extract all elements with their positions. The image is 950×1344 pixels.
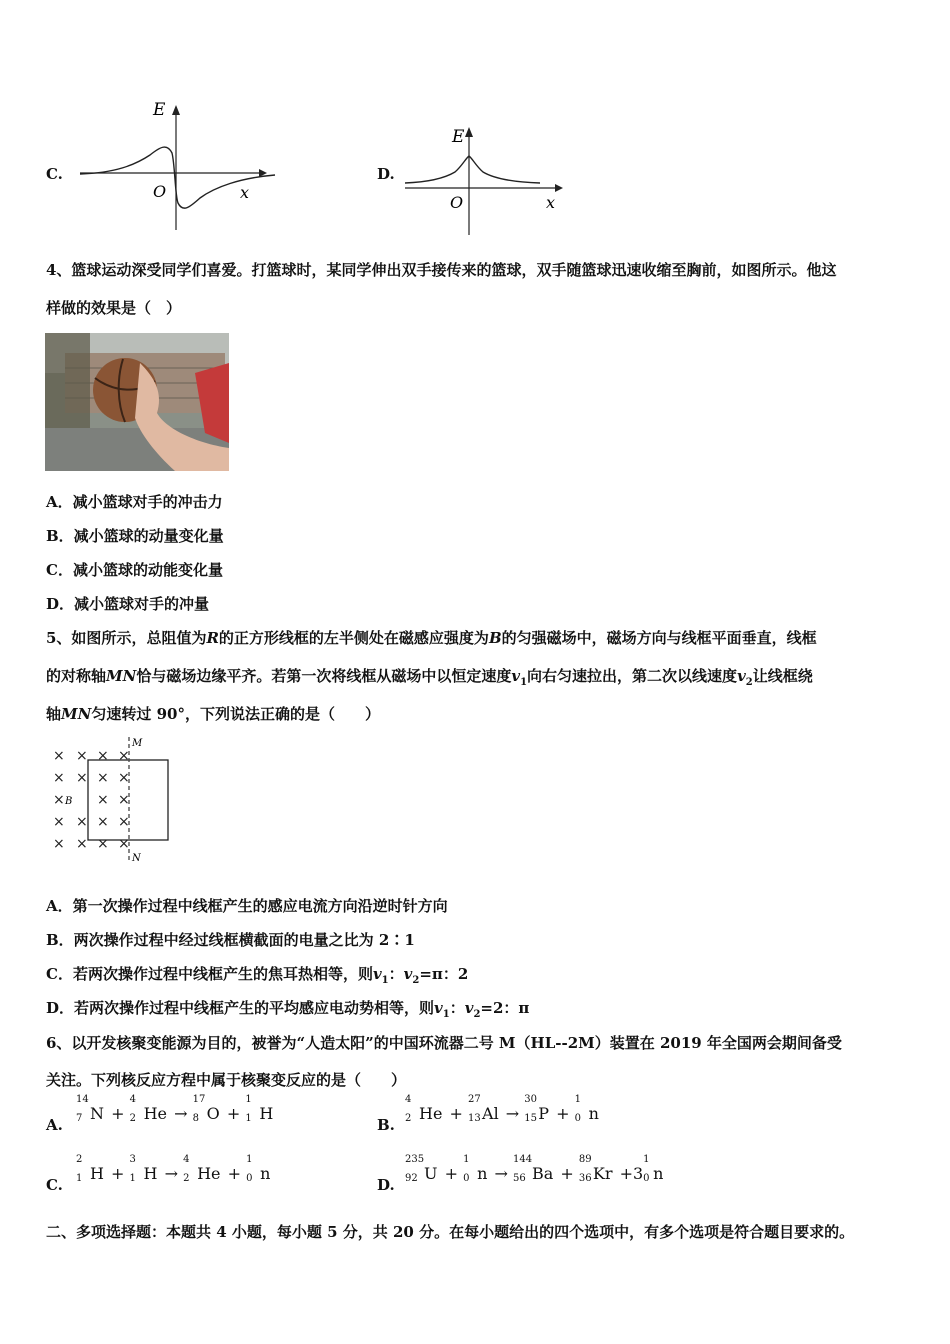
q5-text: 恰与磁场边缘平齐。若第一次将线框从磁场中以恒定速度 (136, 667, 512, 685)
q4-stem-line1: 4、篮球运动深受同学们喜爱。打篮球时，某同学伸出双手接传来的篮球，双手随篮球迅速收缩至胸前，如图所示。他这 (46, 261, 837, 279)
q5-subscript: 1 (381, 975, 389, 986)
basketball-photo (45, 333, 229, 471)
q6-option-a-label[interactable]: A. (46, 1116, 63, 1134)
q4-option-a[interactable]: A．减小篮球对手的冲击力 (46, 493, 223, 511)
q5-symbol-v2: v (403, 965, 413, 983)
q5-option-c[interactable] (46, 964, 468, 991)
svg-text:×: × (118, 814, 130, 830)
svg-text:×: × (76, 814, 88, 830)
svg-text:×: × (53, 770, 65, 786)
q5-symbol-v2: v (464, 999, 474, 1017)
graph-d-ylabel: E (452, 127, 465, 147)
svg-text:×: × (97, 770, 109, 786)
q5-subscript: 1 (520, 677, 528, 688)
graph-c-ylabel: E (153, 100, 166, 120)
graph-d-x-arrow (555, 184, 563, 192)
label-b: B (65, 796, 73, 807)
q5-text: ： (388, 965, 404, 983)
q6-stem-line2: 关注。下列核反应方程中属于核聚变反应的是（ ） (46, 1071, 407, 1089)
q5-text: C．若两次操作过程中线框产生的焦耳热相等，则 (46, 965, 373, 983)
graph-d-curve (405, 156, 540, 183)
basketball-photo-image (45, 333, 229, 471)
option-c-label: C. (46, 165, 63, 183)
q5-symbol-r: R (206, 629, 219, 647)
graph-c (75, 95, 290, 235)
q5-text: =2：π (480, 999, 530, 1017)
q6-option-c-equation[interactable]: 2 1 H + 3 1 H → 4 2 He + 1 0 n (76, 1154, 271, 1184)
q6-option-b-label[interactable]: B. (377, 1116, 395, 1134)
section-2-heading: 二、多项选择题：本题共 4 小题，每小题 5 分，共 20 分。在每小题给出的四个选项中，有多个选项是符合题目要求的。 (46, 1223, 855, 1241)
graph-c-y-arrow (172, 105, 180, 115)
svg-text:×: × (53, 836, 65, 852)
q5-diagram (45, 735, 185, 865)
q5-text: 的对称轴 (46, 667, 107, 685)
q5-symbol-b: B (488, 629, 502, 647)
q4-option-b[interactable]: B．减小篮球的动量变化量 (46, 527, 224, 545)
q5-symbol-v1: v (511, 667, 521, 685)
q5-text: 5、如图所示，总阻值为 (46, 629, 207, 647)
graph-d-origin: O (450, 193, 464, 212)
q5-subscript: 2 (745, 677, 753, 688)
q6-option-d-equation[interactable]: 235 92 U + 1 0 n → 144 56 Ba + 89 36 Kr +3 1 0 n (405, 1154, 664, 1184)
q6-stem-line1: 6、以开发核聚变能源为目的，被誉为“人造太阳”的中国环流器二号 M（HL--2M）装置在 2019 年全国两会期间备受 (46, 1034, 842, 1052)
svg-text:×: × (97, 814, 109, 830)
q5-text: 让线框绕 (752, 667, 813, 685)
svg-text:×: × (97, 836, 109, 852)
q5-text: 向右匀速拉出，第二次以线速度 (527, 667, 738, 685)
svg-text:×: × (118, 836, 130, 852)
q5-text: =π：2 (419, 965, 469, 983)
q5-symbol-v1: v (372, 965, 382, 983)
q5-text: 的匀强磁场中，磁场方向与线框平面垂直，线框 (501, 629, 817, 647)
q5-symbol-v2: v (737, 667, 746, 685)
svg-text:×: × (118, 792, 130, 808)
q5-text: D．若两次操作过程中线框产生的平均感应电动势相等，则 (46, 999, 435, 1017)
q5-symbol-mn: MN (61, 705, 92, 723)
q4-option-d[interactable]: D．减小篮球对手的冲量 (46, 595, 210, 613)
q5-stem-line1 (46, 628, 817, 648)
q4-option-c[interactable]: C．减小篮球的动能变化量 (46, 561, 223, 579)
svg-text:×: × (76, 770, 88, 786)
q4-stem-line2: 样做的效果是（ ） (46, 299, 182, 317)
label-n: N (132, 853, 141, 864)
svg-text:×: × (53, 792, 65, 808)
q5-option-b[interactable]: B．两次操作过程中经过线框横截面的电量之比为 2∶1 (46, 931, 415, 949)
svg-text:×: × (118, 770, 130, 786)
svg-text:×: × (118, 748, 130, 764)
graph-c-origin: O (153, 182, 167, 201)
graph-d-y-arrow (465, 127, 473, 137)
q6-option-d-label[interactable]: D. (377, 1176, 395, 1194)
q5-option-a[interactable]: A．第一次操作过程中线框产生的感应电流方向沿逆时针方向 (46, 897, 448, 915)
q5-subscript: 1 (442, 1009, 450, 1020)
svg-text:×: × (76, 748, 88, 764)
q5-stem-line3 (46, 704, 380, 724)
graph-d-xlabel: x (546, 193, 556, 212)
label-m: M (132, 738, 143, 749)
graph-d (400, 120, 570, 240)
svg-text:×: × (53, 814, 65, 830)
q5-text: 的正方形线框的左半侧处在磁感应强度为 (218, 629, 489, 647)
svg-text:×: × (76, 836, 88, 852)
q5-symbol-mn: MN (106, 667, 137, 685)
q6-option-b-equation[interactable]: 4 2 He + 27 13 Al → 30 15 P + 1 0 n (405, 1094, 599, 1124)
q6-option-a-equation[interactable]: 14 7 N + 4 2 He → 17 8 O + 1 1 H (76, 1094, 274, 1124)
q5-stem-line2 (46, 666, 813, 693)
graph-c-xlabel: x (240, 183, 250, 202)
q6-option-c-label[interactable]: C. (46, 1176, 63, 1194)
q5-subscript: 2 (412, 975, 420, 986)
svg-text:×: × (53, 748, 65, 764)
svg-text:×: × (97, 748, 109, 764)
q5-text: 匀速转过 90°，下列说法正确的是（ ） (91, 705, 380, 723)
svg-text:×: × (97, 792, 109, 808)
q5-text: ： (449, 999, 465, 1017)
q5-symbol-v1: v (434, 999, 443, 1017)
q5-option-d[interactable] (46, 998, 529, 1025)
option-d-label: D. (377, 165, 395, 183)
q5-text: 轴 (46, 705, 62, 723)
magnetic-field-crosses (53, 748, 130, 852)
q5-subscript: 2 (473, 1009, 481, 1020)
